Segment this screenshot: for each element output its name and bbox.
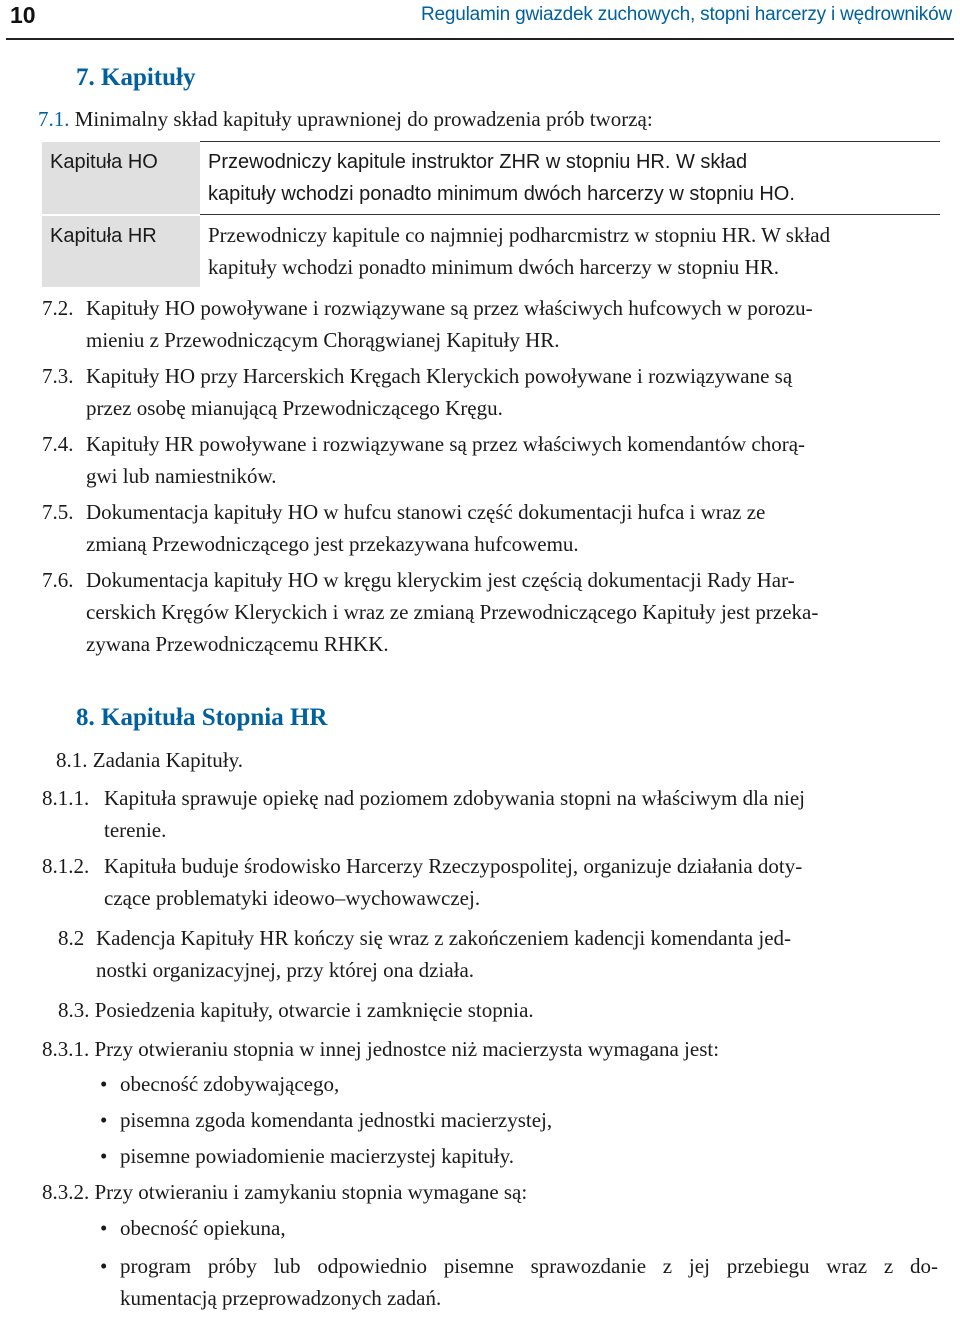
paragraph-7-6-line3: zywana Przewodniczącemu RHKK.	[86, 632, 389, 656]
paragraph-7-4-num: 7.4.	[42, 432, 74, 456]
bullet-icon: •	[100, 1216, 108, 1240]
list-item: • program próby lub odpowiednio pisemne sprawozdanie z jej przebiegu wraz z do- kumentacją przeprowadzonych zadań.	[120, 1250, 938, 1314]
paragraph-7-1: 7.1. Minimalny skład kapituły uprawnionej do prowadzenia prób tworzą:	[38, 107, 653, 131]
list-item: • obecność opiekuna,	[120, 1212, 286, 1244]
kapitula-table	[42, 141, 940, 287]
paragraph-7-6-num: 7.6.	[42, 568, 74, 592]
paragraph-8-1-1-line1: Kapituła sprawuje opiekę nad poziomem zdobywania stopni na właściwym dla niej	[104, 786, 805, 810]
running-title: Regulamin gwiazdek zuchowych, stopni harcerzy i wędrowników	[421, 4, 952, 25]
list-item: • obecność zdobywającego,	[120, 1068, 339, 1100]
paragraph-8-3: 8.3. Posiedzenia kapituły, otwarcie i zamknięcie stopnia.	[58, 998, 534, 1022]
paragraph-8-1-2-line1: Kapituła buduje środowisko Harcerzy Rzeczypospolitej, organizuje działania doty-	[104, 854, 803, 878]
bullet-icon: •	[100, 1144, 108, 1168]
paragraph-8-1-1-num: 8.1.1.	[42, 786, 90, 810]
list-item: • pisemne powiadomienie macierzystej kapituły.	[120, 1140, 514, 1172]
bullet-icon: •	[100, 1254, 108, 1278]
row-label: Kapituła HO	[42, 142, 200, 215]
paragraph-7-3-num: 7.3.	[42, 364, 74, 388]
table-row	[42, 215, 940, 288]
list-item: • pisemna zgoda komendanta jednostki macierzystej,	[120, 1104, 552, 1136]
paragraph-8-3-1: 8.3.1. Przy otwieraniu stopnia w innej jednostce niż macierzysta wymagana jest:	[42, 1037, 720, 1061]
paragraph-8-1-1-line2: terenie.	[104, 818, 167, 842]
page-number: 10	[10, 2, 36, 28]
paragraph-7-2-line1: Kapituły HO powoływane i rozwiązywane są przez właściwych hufcowych w porozu-	[86, 296, 813, 320]
paragraph-8-2-num: 8.2	[58, 926, 85, 950]
row-text: Przewodniczy kapitule co najmniej podharcmistrz w stopniu HR. W skład kapituły wchodzi ponadto minimum dwóch harcerzy w stopniu HR.	[200, 215, 940, 288]
paragraph-7-5-line2: zmianą Przewodniczącego jest przekazywana hufcowemu.	[86, 532, 579, 556]
paragraph-8-2-line1: Kadencja Kapituły HR kończy się wraz z zakończeniem kadencji komendanta jed-	[96, 926, 792, 950]
paragraph-7-4-line1: Kapituły HR powoływane i rozwiązywane są przez właściwych komendantów chorą-	[86, 432, 806, 456]
bullet-icon: •	[100, 1108, 108, 1132]
row-text: Przewodniczy kapitule instruktor ZHR w stopniu HR. W skład kapituły wchodzi ponadto minimum dwóch harcerzy w stopniu HO.	[200, 142, 940, 215]
paragraph-7-3-line1: Kapituły HO przy Harcerskich Kręgach Kleryckich powoływane i rozwiązywane są	[86, 364, 793, 388]
paragraph-8-1-2-line2: czące problematyki ideowo–wychowawczej.	[104, 886, 481, 910]
row-label: Kapituła HR	[42, 215, 200, 288]
paragraph-8-3-2: 8.3.2. Przy otwieraniu i zamykaniu stopnia wymagane są:	[42, 1180, 528, 1204]
page-header	[6, 0, 954, 40]
paragraph-7-5-line1: Dokumentacja kapituły HO w hufcu stanowi część dokumentacji hufca i wraz ze	[86, 500, 766, 524]
paragraph-7-2-num: 7.2.	[42, 296, 74, 320]
paragraph-8-1: 8.1. Zadania Kapituły.	[56, 748, 244, 772]
bullet-icon: •	[100, 1072, 108, 1096]
paragraph-7-4-line2: gwi lub namiestników.	[86, 464, 277, 488]
paragraph-7-5-num: 7.5.	[42, 500, 74, 524]
table-row	[42, 142, 940, 215]
section-7-title: 7. Kapituły	[76, 64, 196, 91]
paragraph-7-3-line2: przez osobę mianującą Przewodniczącego Kręgu.	[86, 396, 503, 420]
paragraph-7-2-line2: mieniu z Przewodniczącym Chorągwianej Kapituły HR.	[86, 328, 560, 352]
paragraph-8-1-2-num: 8.1.2.	[42, 854, 90, 878]
paragraph-7-6-line2: cerskich Kręgów Kleryckich i wraz ze zmianą Przewodniczącego Kapituły jest przeka-	[86, 600, 819, 624]
paragraph-7-6-line1: Dokumentacja kapituły HO w kręgu kleryckim jest częścią dokumentacji Rady Har-	[86, 568, 795, 592]
paragraph-8-2-line2: nostki organizacyjnej, przy której ona działa.	[96, 958, 475, 982]
section-8-title: 8. Kapituła Stopnia HR	[76, 704, 328, 731]
